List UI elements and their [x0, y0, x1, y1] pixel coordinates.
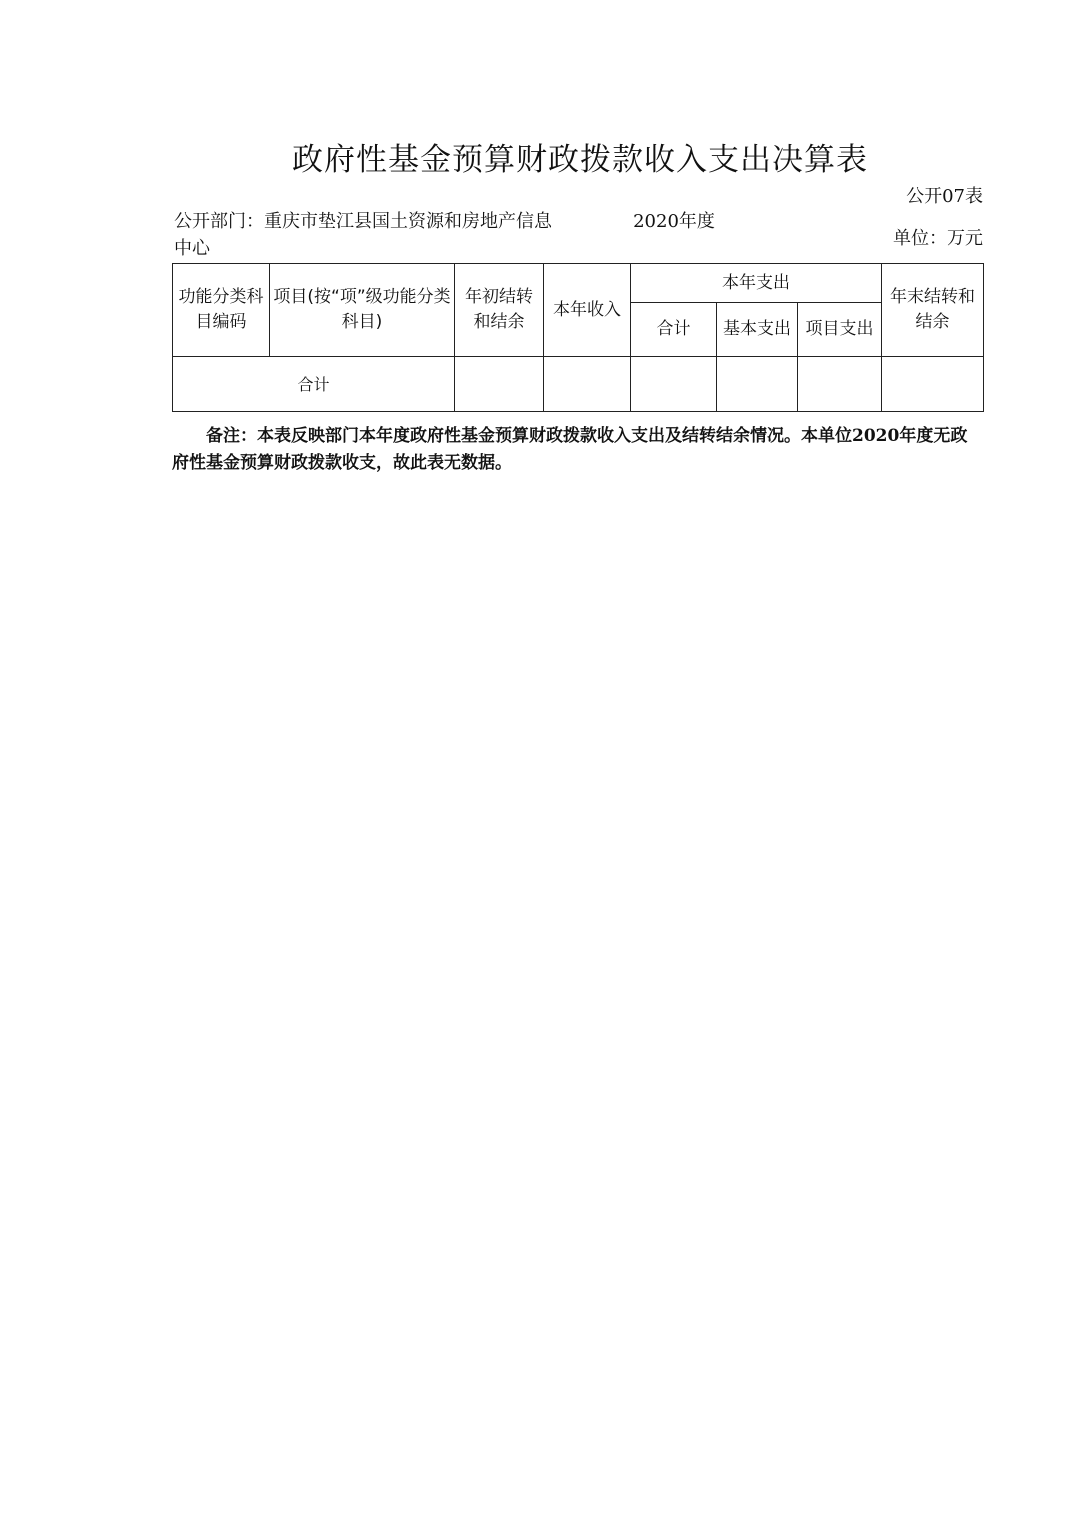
header-begin-balance: 年初结转和结余 — [455, 264, 544, 357]
unit-label: 单位：万元 — [893, 228, 983, 249]
total-row-label: 合计 — [173, 357, 455, 412]
total-expense-total — [631, 357, 717, 412]
document-title: 政府性基金预算财政拨款收入支出决算表 — [292, 142, 868, 178]
department-label: 公开部门：重庆市垫江县国土资源和房地产信息中心 — [174, 211, 552, 259]
total-income — [544, 357, 631, 412]
header-expense-total: 合计 — [631, 303, 717, 357]
header-expense-project: 项目支出 — [798, 303, 882, 357]
header-expense-group: 本年支出 — [631, 264, 882, 303]
total-begin-balance — [455, 357, 544, 412]
total-expense-project — [798, 357, 882, 412]
fund-table — [172, 263, 984, 412]
total-end-balance — [882, 357, 984, 412]
header-code: 功能分类科目编码 — [173, 264, 270, 357]
total-expense-basic — [717, 357, 798, 412]
table-row — [173, 357, 984, 412]
header-end-balance: 年末结转和结余 — [882, 264, 984, 357]
table-code: 公开07表 — [906, 186, 983, 207]
table-note: 备注：本表反映部门本年度政府性基金预算财政拨款收入支出及结转结余情况。本单位2020年度无政府性基金预算财政拨款收支，故此表无数据。 — [172, 426, 968, 473]
header-expense-basic: 基本支出 — [717, 303, 798, 357]
header-income: 本年收入 — [544, 264, 631, 357]
year-label: 2020年度 — [633, 211, 715, 232]
header-item: 项目(按“项”级功能分类科目) — [270, 264, 455, 357]
